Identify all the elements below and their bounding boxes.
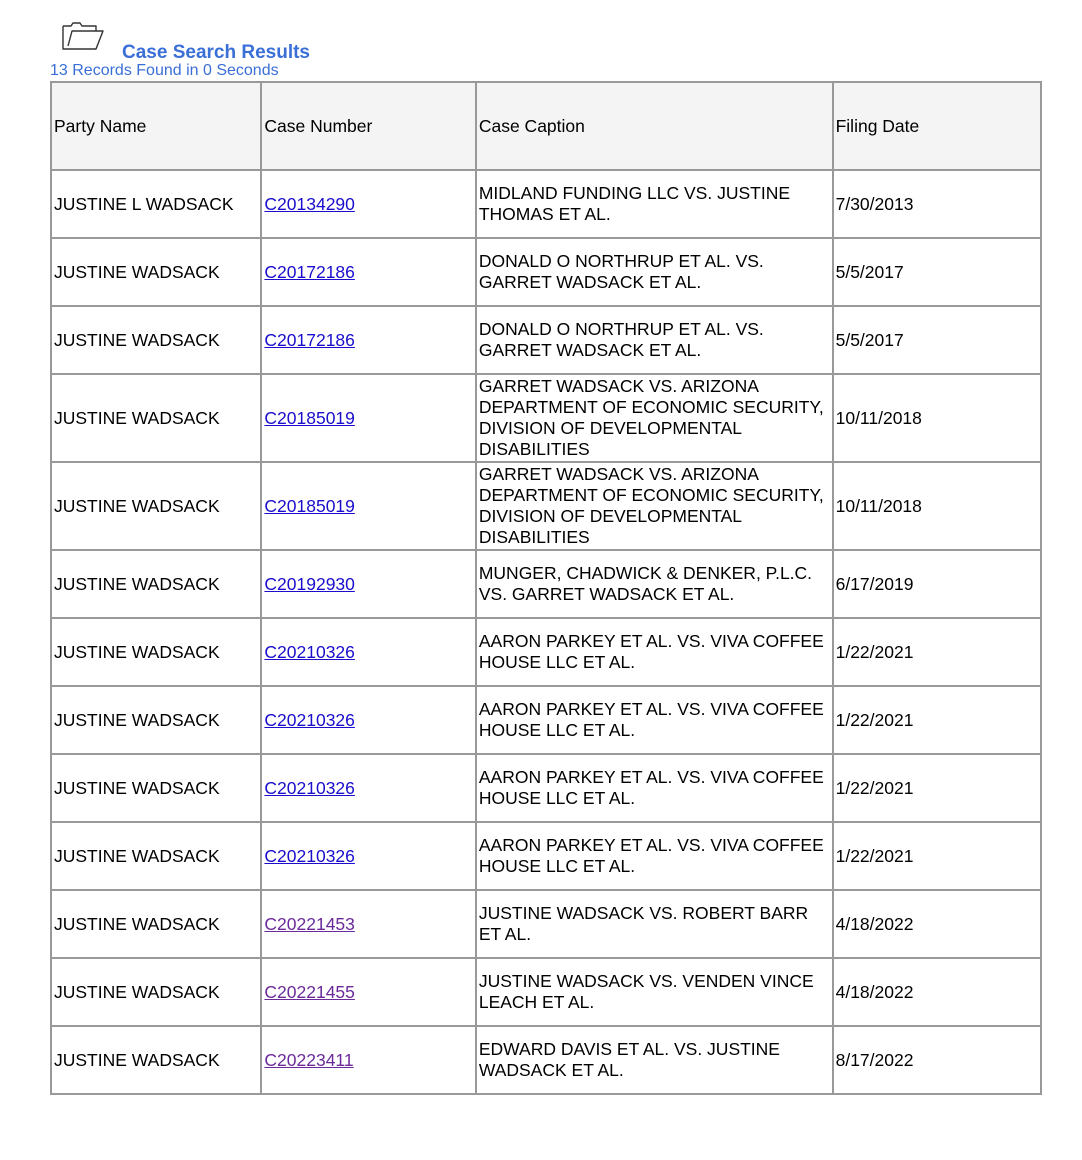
case-number-cell bbox=[261, 170, 475, 238]
case-caption-cell: AARON PARKEY ET AL. VS. VIVA COFFEE HOUSE LLC ET AL. bbox=[476, 822, 833, 890]
filing-date-cell: 8/17/2022 bbox=[833, 1026, 1041, 1094]
case-caption-cell: AARON PARKEY ET AL. VS. VIVA COFFEE HOUSE LLC ET AL. bbox=[476, 618, 833, 686]
table-row bbox=[51, 238, 1041, 306]
case-caption-cell: AARON PARKEY ET AL. VS. VIVA COFFEE HOUSE LLC ET AL. bbox=[476, 686, 833, 754]
party-name-cell: JUSTINE WADSACK bbox=[51, 754, 261, 822]
table-row bbox=[51, 754, 1041, 822]
case-number-cell bbox=[261, 822, 475, 890]
table-row bbox=[51, 958, 1041, 1026]
case-number-link[interactable]: C20223411 bbox=[264, 1049, 354, 1070]
results-header bbox=[50, 18, 450, 80]
case-caption-cell: JUSTINE WADSACK VS. ROBERT BARR ET AL. bbox=[476, 890, 833, 958]
party-name-cell: JUSTINE WADSACK bbox=[51, 306, 261, 374]
case-number-link[interactable]: C20221453 bbox=[264, 913, 355, 934]
folder-icon bbox=[60, 20, 106, 52]
filing-date-cell: 7/30/2013 bbox=[833, 170, 1041, 238]
case-number-cell bbox=[261, 306, 475, 374]
case-number-link[interactable]: C20134290 bbox=[264, 193, 355, 214]
table-row bbox=[51, 306, 1041, 374]
filing-date-cell: 10/11/2018 bbox=[833, 462, 1041, 550]
table-header-row bbox=[51, 82, 1041, 170]
table-row bbox=[51, 618, 1041, 686]
filing-date-cell: 5/5/2017 bbox=[833, 238, 1041, 306]
records-count: 13 Records Found in 0 Seconds bbox=[50, 62, 279, 79]
case-number-cell bbox=[261, 238, 475, 306]
case-caption-cell: MIDLAND FUNDING LLC VS. JUSTINE THOMAS ET AL. bbox=[476, 170, 833, 238]
case-number-link[interactable]: C20210326 bbox=[264, 777, 355, 798]
party-name-cell: JUSTINE WADSACK bbox=[51, 238, 261, 306]
party-name-cell: JUSTINE WADSACK bbox=[51, 686, 261, 754]
case-caption-cell: DONALD O NORTHRUP ET AL. VS. GARRET WADSACK ET AL. bbox=[476, 306, 833, 374]
case-number-link[interactable]: C20172186 bbox=[264, 261, 355, 282]
filing-date-cell: 1/22/2021 bbox=[833, 686, 1041, 754]
filing-date-cell: 1/22/2021 bbox=[833, 754, 1041, 822]
column-header-party-name: Party Name bbox=[51, 82, 261, 170]
case-number-cell bbox=[261, 462, 475, 550]
column-header-filing-date: Filing Date bbox=[833, 82, 1041, 170]
results-body bbox=[51, 170, 1041, 1094]
table-row bbox=[51, 890, 1041, 958]
party-name-cell: JUSTINE WADSACK bbox=[51, 374, 261, 462]
case-number-cell bbox=[261, 374, 475, 462]
table-row bbox=[51, 550, 1041, 618]
case-caption-cell: EDWARD DAVIS ET AL. VS. JUSTINE WADSACK ET AL. bbox=[476, 1026, 833, 1094]
case-caption-cell: JUSTINE WADSACK VS. VENDEN VINCE LEACH ET AL. bbox=[476, 958, 833, 1026]
filing-date-cell: 1/22/2021 bbox=[833, 618, 1041, 686]
table-row bbox=[51, 374, 1041, 462]
case-number-link[interactable]: C20185019 bbox=[264, 407, 355, 428]
case-number-cell bbox=[261, 686, 475, 754]
filing-date-cell: 4/18/2022 bbox=[833, 890, 1041, 958]
table-row bbox=[51, 462, 1041, 550]
case-number-cell bbox=[261, 618, 475, 686]
party-name-cell: JUSTINE WADSACK bbox=[51, 550, 261, 618]
case-number-link[interactable]: C20210326 bbox=[264, 845, 355, 866]
case-number-cell bbox=[261, 890, 475, 958]
case-number-cell bbox=[261, 550, 475, 618]
party-name-cell: JUSTINE WADSACK bbox=[51, 462, 261, 550]
case-caption-cell: DONALD O NORTHRUP ET AL. VS. GARRET WADSACK ET AL. bbox=[476, 238, 833, 306]
table-row bbox=[51, 1026, 1041, 1094]
filing-date-cell: 5/5/2017 bbox=[833, 306, 1041, 374]
party-name-cell: JUSTINE L WADSACK bbox=[51, 170, 261, 238]
case-number-link[interactable]: C20210326 bbox=[264, 641, 355, 662]
filing-date-cell: 10/11/2018 bbox=[833, 374, 1041, 462]
case-number-link[interactable]: C20185019 bbox=[264, 495, 355, 516]
party-name-cell: JUSTINE WADSACK bbox=[51, 1026, 261, 1094]
table-row bbox=[51, 170, 1041, 238]
case-number-link[interactable]: C20172186 bbox=[264, 329, 355, 350]
table-row bbox=[51, 686, 1041, 754]
party-name-cell: JUSTINE WADSACK bbox=[51, 958, 261, 1026]
case-caption-cell: GARRET WADSACK VS. ARIZONA DEPARTMENT OF ECONOMIC SECURITY, DIVISION OF DEVELOPMENTAL DISABILITIES bbox=[476, 462, 833, 550]
table-row bbox=[51, 822, 1041, 890]
case-number-link[interactable]: C20221455 bbox=[264, 981, 355, 1002]
page-title: Case Search Results bbox=[122, 42, 310, 63]
filing-date-cell: 1/22/2021 bbox=[833, 822, 1041, 890]
case-caption-cell: AARON PARKEY ET AL. VS. VIVA COFFEE HOUSE LLC ET AL. bbox=[476, 754, 833, 822]
case-number-cell bbox=[261, 754, 475, 822]
party-name-cell: JUSTINE WADSACK bbox=[51, 890, 261, 958]
filing-date-cell: 4/18/2022 bbox=[833, 958, 1041, 1026]
case-caption-cell: GARRET WADSACK VS. ARIZONA DEPARTMENT OF ECONOMIC SECURITY, DIVISION OF DEVELOPMENTAL DISABILITIES bbox=[476, 374, 833, 462]
filing-date-cell: 6/17/2019 bbox=[833, 550, 1041, 618]
column-header-case-number: Case Number bbox=[261, 82, 475, 170]
case-number-cell bbox=[261, 1026, 475, 1094]
case-caption-cell: MUNGER, CHADWICK & DENKER, P.L.C. VS. GARRET WADSACK ET AL. bbox=[476, 550, 833, 618]
case-number-cell bbox=[261, 958, 475, 1026]
party-name-cell: JUSTINE WADSACK bbox=[51, 618, 261, 686]
case-number-link[interactable]: C20192930 bbox=[264, 573, 355, 594]
results-table bbox=[50, 81, 1042, 1095]
party-name-cell: JUSTINE WADSACK bbox=[51, 822, 261, 890]
column-header-case-caption: Case Caption bbox=[476, 82, 833, 170]
case-number-link[interactable]: C20210326 bbox=[264, 709, 355, 730]
